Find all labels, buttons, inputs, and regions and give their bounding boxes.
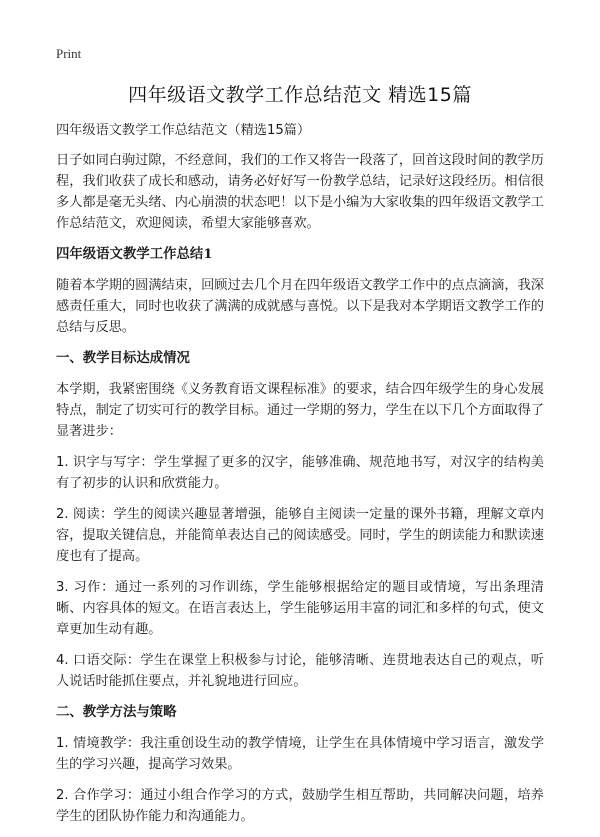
methods-item-cooperative: 2. 合作学习：通过小组合作学习的方式，鼓励学生相互帮助，共同解决问题，培养学生的团队协作能力和沟通能力。 [56,788,544,824]
methods-item-situational: 1. 情境教学：我注重创设生动的教学情境，让学生在具体情境中学习语言，激发学生的学习兴趣，提高学习效果。 [56,736,544,772]
goals-intro-paragraph: 本学期，我紧密围绕《义务教育语文课程标准》的要求，结合四年级学生的身心发展特点，制定了切实可行的教学目标。通过一学期的努力，学生在以下几个方面取得了显著进步： [56,382,544,439]
document-title: 四年级语文教学工作总结范文 精选15篇 [128,84,472,106]
print-link[interactable]: Print [56,46,82,61]
section-heading-methods: 二、教学方法与策略 [56,704,177,720]
goals-item-writing: 3. 习作：通过一系列的习作训练，学生能够根据给定的题目或情境，写出条理清晰、内容具体的短文。在语言表达上，学生能够运用丰富的词汇和多样的句式，使文章更加生动有趣。 [56,580,544,637]
summary-1-paragraph: 随着本学期的圆满结束，回顾过去几个月在四年级语文教学工作中的点点滴滴，我深感责任重大，同时也收获了满满的成就感与喜悦。以下是我对本学期语文教学工作的总结与反思。 [56,278,544,335]
intro-paragraph: 日子如同白驹过隙，不经意间，我们的工作又将告一段落了，回首这段时间的教学历程，我们收获了成长和感动，请务必好好写一份教学总结，记录好这段经历。相信很多人都是毫无头绪、内心崩溃的状态吧！以下是小编为大家收集的四年级语文教学工作总结范文，欢迎阅读，希望大家能够喜欢。 [56,153,544,231]
document-subtitle: 四年级语文教学工作总结范文（精选15篇） [56,123,311,138]
section-heading-goals: 一、教学目标达成情况 [56,350,190,366]
section-heading-summary-1: 四年级语文教学工作总结1 [56,246,213,262]
goals-item-reading: 2. 阅读：学生的阅读兴趣显著增强，能够自主阅读一定量的课外书籍，理解文章内容，提取关键信息，并能简单表达自己的阅读感受。同时，学生的朗读能力和默读速度也有了提高。 [56,507,544,564]
goals-item-speaking: 4. 口语交际：学生在课堂上积极参与讨论，能够清晰、连贯地表达自己的观点，听人说话时能抓住要点，并礼貌地进行回应。 [56,653,544,689]
goals-item-literacy: 1. 识字与写字：学生掌握了更多的汉字，能够准确、规范地书写，对汉字的结构美有了初步的认识和欣赏能力。 [56,455,544,491]
document-body [56,120,544,837]
